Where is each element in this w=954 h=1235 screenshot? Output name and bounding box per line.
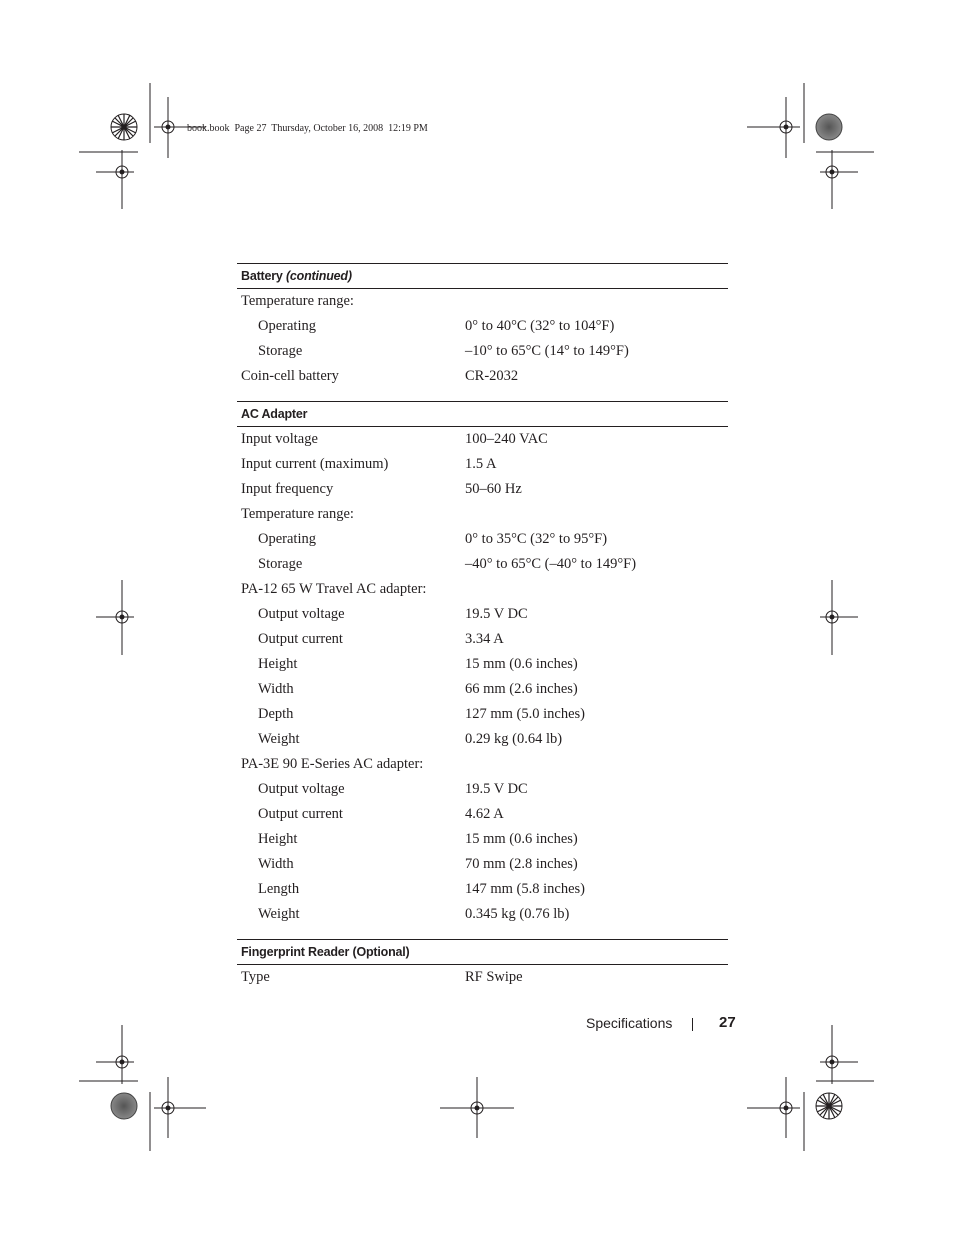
spec-value: 15 mm (0.6 inches) — [465, 831, 578, 847]
spec-label: Operating — [258, 531, 316, 547]
spec-value: CR-2032 — [465, 368, 519, 384]
spec-value: 4.62 A — [465, 806, 504, 822]
spec-label: Weight — [258, 731, 300, 747]
spec-row — [237, 627, 728, 652]
page-number: 27 — [719, 1014, 736, 1031]
spec-label: Type — [241, 969, 270, 985]
spec-row — [237, 877, 728, 902]
footer-divider — [692, 1018, 693, 1031]
spec-row — [237, 452, 728, 477]
section-title: Fingerprint Reader (Optional) — [241, 945, 410, 959]
spec-value: RF Swipe — [465, 969, 523, 985]
spec-label: Input current (maximum) — [241, 456, 389, 472]
section-title: Battery — [241, 269, 283, 283]
spec-label: Input voltage — [241, 431, 318, 447]
section-fingerprint-reader — [237, 939, 728, 990]
spec-label: Depth — [258, 706, 294, 722]
spec-row — [237, 902, 728, 927]
spec-row — [237, 727, 728, 752]
spec-row — [237, 339, 728, 364]
spec-label: Storage — [258, 556, 303, 572]
spec-value: 0.345 kg (0.76 lb) — [465, 906, 570, 922]
spec-row — [237, 477, 728, 502]
spec-row — [237, 852, 728, 877]
section-title: AC Adapter — [241, 407, 308, 421]
section-ac-adapter — [237, 401, 728, 939]
spec-value: 0° to 40°C (32° to 104°F) — [465, 318, 615, 334]
section-heading — [237, 939, 728, 965]
spec-value: 19.5 V DC — [465, 606, 528, 622]
spec-row — [237, 777, 728, 802]
section-title-suffix: (continued) — [285, 269, 352, 283]
spec-value: 1.5 A — [465, 456, 497, 472]
spec-value: 70 mm (2.8 inches) — [465, 856, 578, 872]
footer-section-name: Specifications — [586, 1015, 673, 1031]
spec-value: 50–60 Hz — [465, 481, 522, 497]
spec-label: Output current — [258, 631, 343, 647]
spec-label: Length — [258, 881, 300, 897]
spec-value: 127 mm (5.0 inches) — [465, 706, 586, 722]
spec-row — [237, 965, 728, 990]
spec-label: Temperature range: — [241, 293, 354, 309]
spec-value: 66 mm (2.6 inches) — [465, 681, 578, 697]
printer-header: book.book Page 27 Thursday, October 16, 2008 12:19 PM — [187, 123, 428, 134]
spec-value: 147 mm (5.8 inches) — [465, 881, 586, 897]
spec-value: 19.5 V DC — [465, 781, 528, 797]
spec-label: PA-12 65 W Travel AC adapter: — [241, 581, 427, 597]
spec-label: Storage — [258, 343, 303, 359]
spec-row — [237, 427, 728, 452]
spec-row — [237, 364, 728, 389]
spec-row — [237, 314, 728, 339]
spec-row — [237, 502, 728, 527]
spec-row — [237, 652, 728, 677]
spec-row — [237, 289, 728, 314]
spec-label: Output voltage — [258, 606, 345, 622]
spec-value: –40° to 65°C (–40° to 149°F) — [465, 556, 637, 572]
spec-row — [237, 702, 728, 727]
section-battery — [237, 263, 728, 401]
spec-value: 0.29 kg (0.64 lb) — [465, 731, 563, 747]
spec-label: Coin-cell battery — [241, 368, 339, 384]
section-heading — [237, 401, 728, 427]
spec-label: Input frequency — [241, 481, 334, 497]
spec-row — [237, 527, 728, 552]
spec-label: Output voltage — [258, 781, 345, 797]
spec-label: Height — [258, 656, 298, 672]
spec-row — [237, 602, 728, 627]
spec-row — [237, 827, 728, 852]
spec-row — [237, 677, 728, 702]
spec-row — [237, 552, 728, 577]
spec-label: Width — [258, 681, 294, 697]
spec-value: 100–240 VAC — [465, 431, 548, 447]
spec-value: 15 mm (0.6 inches) — [465, 656, 578, 672]
spec-label: Output current — [258, 806, 343, 822]
spec-label: Weight — [258, 906, 300, 922]
section-heading — [237, 263, 728, 289]
spec-label: Temperature range: — [241, 506, 354, 522]
spec-value: 3.34 A — [465, 631, 504, 647]
spec-label: Operating — [258, 318, 316, 334]
spec-value: 0° to 35°C (32° to 95°F) — [465, 531, 608, 547]
spec-label: Width — [258, 856, 294, 872]
spec-row — [237, 802, 728, 827]
spec-row — [237, 577, 728, 602]
spec-row — [237, 752, 728, 777]
specifications-table — [237, 263, 728, 990]
spec-label: Height — [258, 831, 298, 847]
spec-label: PA-3E 90 E-Series AC adapter: — [241, 756, 424, 772]
spec-value: –10° to 65°C (14° to 149°F) — [465, 343, 629, 359]
